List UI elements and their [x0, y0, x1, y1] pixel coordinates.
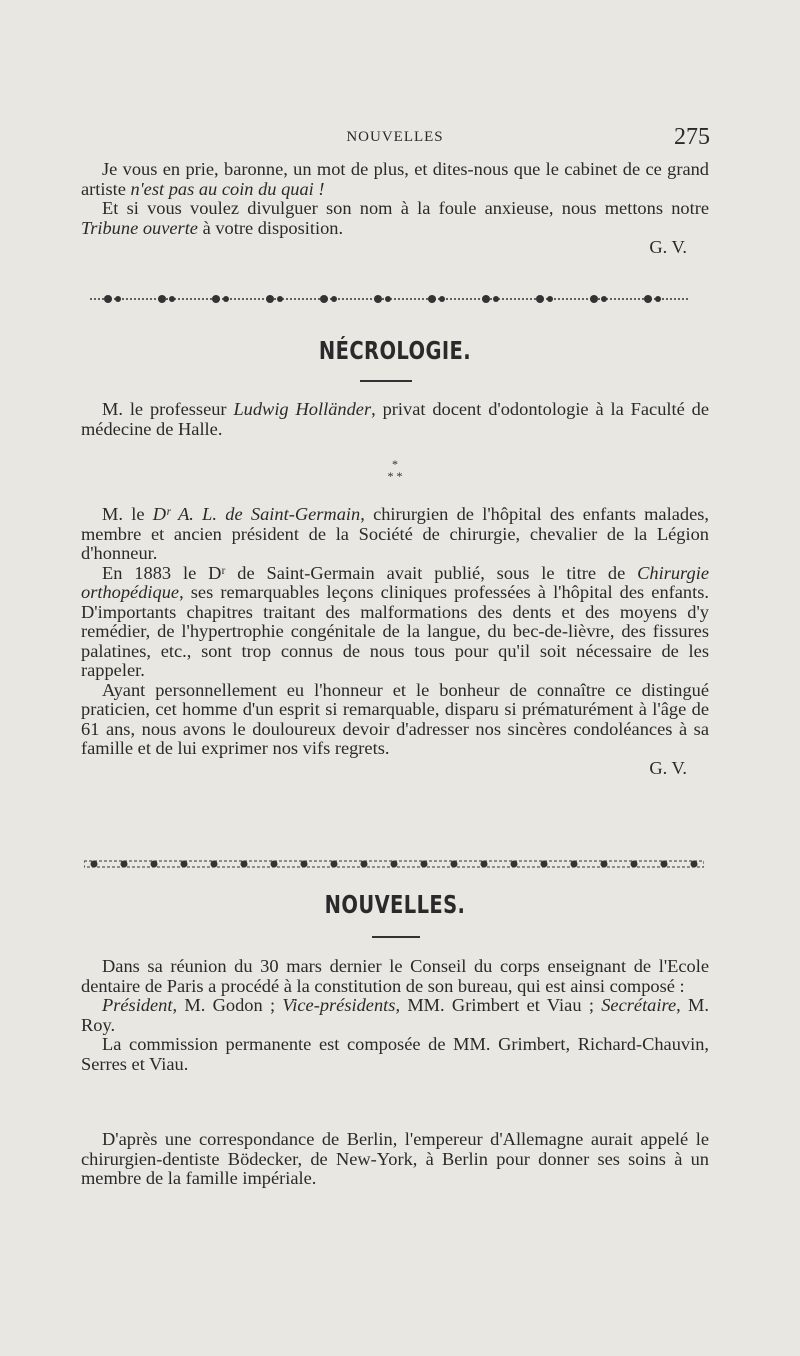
- role-label: Président: [102, 995, 173, 1015]
- paragraph-text: , MM. Grimbert et Viau ;: [395, 995, 602, 1015]
- asterism: [360, 458, 430, 482]
- necrologie-paragraph: [81, 400, 709, 439]
- intro-paragraph: [81, 160, 709, 258]
- ornamental-divider: [88, 291, 698, 307]
- intro-signature: G. V.: [649, 237, 687, 257]
- role-label: Secrétaire: [601, 995, 677, 1015]
- necrologie-item-1: [81, 400, 709, 439]
- paragraph-text: , M. Roy.: [81, 995, 709, 1035]
- nouvelles-paragraph: La commission permanente est composée de MM. Grimbert, Richard-Chauvin, Serres et Viau.: [81, 1034, 709, 1074]
- intro-text: Et si vous voulez divulguer son nom à la foule anxieuse, nous: [102, 198, 597, 218]
- necrologie-paragraph: [81, 564, 709, 681]
- necrologie-signature: G. V.: [649, 757, 687, 778]
- running-title: NOUVELLES: [346, 129, 444, 145]
- page-number: 275: [674, 124, 710, 150]
- paragraph-text: , chirurgien de l'hôpital des enfants malades, membre et ancien président de la Société de chirurgie, chevalier de la Légion d'honneur.: [81, 504, 709, 563]
- intro-emphasis: n'est pas au coin du quai !: [130, 178, 325, 199]
- necrologie-heading: NÉCROLOGIE.: [318, 336, 472, 365]
- nouvelles-paragraph: [81, 996, 709, 1035]
- intro-text: mettons notre: [604, 198, 709, 218]
- paragraph-text: , ses remarquables leçons cliniques professées à l'hôpital des enfants. D'importants chapitres traitant des malformations des dents et des moyens d'y remédier, de l'hypertrophie congénitale de la langue, du bec-de-lièvre, des fissures palatines, etc., sont trop connus de nous tous pour qu'il soit nécessaire de les rappeler.: [81, 582, 709, 680]
- book-title: Chirurgie orthopédique: [81, 562, 709, 602]
- paragraph-text: , M. Godon ;: [172, 995, 283, 1015]
- ornamental-divider: [84, 856, 704, 872]
- person-name: Dʳ A. L. de Saint-Germain: [152, 504, 361, 524]
- paragraph-text: En 1883 le Dʳ de Saint-Germain avait publié, sous le titre de: [102, 562, 638, 583]
- running-head: [80, 124, 710, 148]
- paragraph-text: M. le: [102, 504, 153, 524]
- intro-text: à votre disposition.: [197, 217, 344, 238]
- intro-text: Je vous en prie, baronne, un mot de plus, et dites-nous que le: [102, 159, 559, 179]
- necrologie-paragraph: [81, 505, 709, 564]
- role-label: Vice-présidents: [282, 995, 396, 1015]
- necrologie-paragraph: Ayant personnellement eu l'honneur et le bonheur de connaître ce distingué praticien, cet homme d'un esprit si remarquable, disparu si prématurément à l'âge de 61 ans, nous avons le douloureux devoir d'adresser nos sincères condoléances à sa famille et de lui exprimer nos vifs regrets.: [81, 679, 709, 758]
- person-name: Ludwig Holländer: [233, 399, 372, 419]
- paragraph-text: , privat docent d'odontologie à la Faculté de médecine de Halle.: [81, 399, 709, 439]
- nouvelles-paragraph: D'après une correspondance de Berlin, l'empereur d'Allemagne aurait appelé le chirurgien-dentiste Bödecker, de New-York, à Berlin pour donner ses soins à un membre de la famille impériale.: [81, 1129, 709, 1188]
- necrologie-item-2: [81, 505, 709, 778]
- intro-text: cabinet de ce grand artiste: [81, 159, 709, 199]
- intro-line: [81, 160, 709, 199]
- heading-rule: [360, 380, 412, 382]
- intro-line: [81, 199, 709, 238]
- asterism-top: *: [392, 457, 398, 471]
- asterism-bottom: * *: [387, 469, 403, 483]
- intro-emphasis: Tribune ouverte: [81, 217, 198, 238]
- nouvelles-berlin: [81, 1130, 709, 1189]
- heading-rule: [372, 936, 420, 938]
- paragraph-text: M. le professeur: [102, 399, 234, 419]
- nouvelles-heading: NOUVELLES.: [324, 890, 466, 919]
- nouvelles-section: [81, 957, 709, 1074]
- nouvelles-paragraph: Dans sa réunion du 30 mars dernier le Conseil du corps enseignant de l'Ecole dentaire de Paris a procédé à la constitution de son bureau, qui est ainsi composé :: [81, 956, 709, 996]
